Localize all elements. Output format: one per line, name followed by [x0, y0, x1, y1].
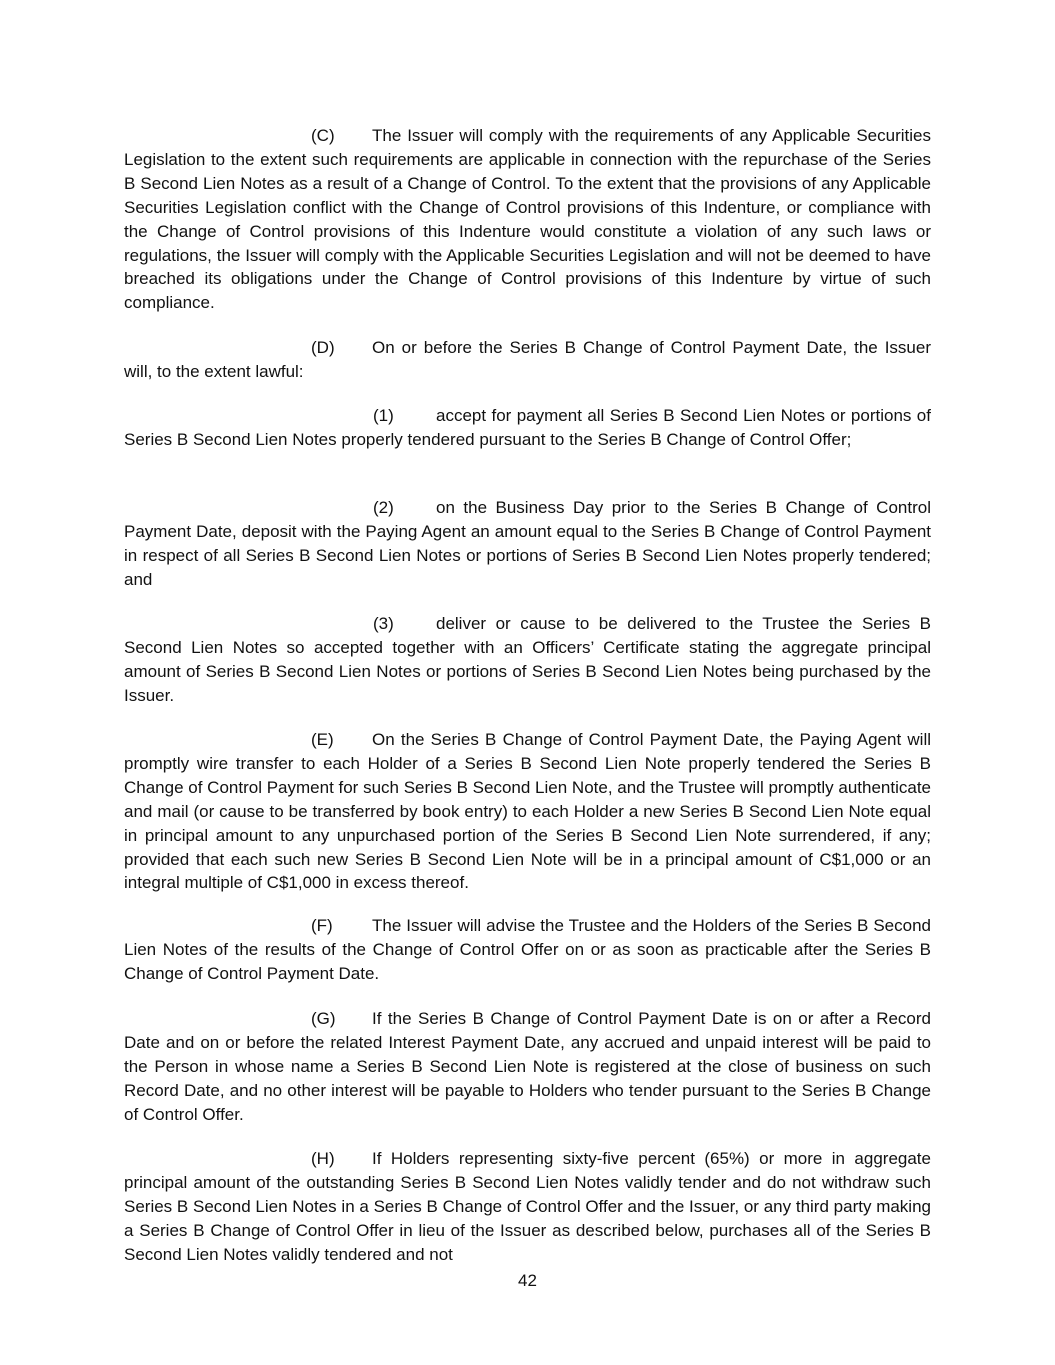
paragraph-g	[124, 1007, 931, 1127]
paragraph-d1	[124, 404, 931, 452]
paragraph-label: (C)	[311, 126, 335, 145]
paragraph-c	[124, 124, 931, 315]
paragraph-text: The Issuer will comply with the requirements of any Applicable Securities Legislation to the extent such requirements are applicable in connection with the repurchase of the Series B Second Lien Notes as a result of a Change of Control. To the extent that the provisions of any Applicable Securities Legislation conflict with the Change of Control provisions of this Indenture, or compliance with the Change of Control provisions of this Indenture would constitute a violation of any such laws or regulations, the Issuer will comply with the Applicable Securities Legislation and will not be deemed to have breached its obligations under the Change of Control provisions of this Indenture by virtue of such compliance.	[124, 126, 931, 313]
paragraph-d3	[124, 612, 931, 708]
paragraph-text: If Holders representing sixty-five percent (65%) or more in aggregate principal amount of the outstanding Series B Second Lien Notes validly tender and do not withdraw such Series B Second Lien Notes in a Series B Change of Control Offer and the Issuer, or any third party making a Series B Change of Control Offer in lieu of the Issuer as described below, purchases all of the Series B Second Lien Notes validly tendered and not	[124, 1149, 931, 1264]
paragraph-f	[124, 914, 931, 986]
paragraph-label: (F)	[311, 916, 333, 935]
paragraph-label: (3)	[373, 614, 394, 633]
paragraph-text: The Issuer will advise the Trustee and the Holders of the Series B Second Lien Notes of the results of the Change of Control Offer on or as soon as practicable after the Series B Change of Control Payment Date.	[124, 916, 931, 983]
page-number: 42	[518, 1271, 537, 1290]
paragraph-text: On the Series B Change of Control Payment Date, the Paying Agent will promptly wire transfer to each Holder of a Series B Second Lien Note properly tendered the Series B Change of Control Payment for such Series B Second Lien Note, and the Trustee will promptly authenticate and mail (or cause to be transferred by book entry) to each Holder a new Series B Second Lien Note equal in principal amount to any unpurchased portion of the Series B Second Lien Note surrendered, if any; provided that each such new Series B Second Lien Note will be in a principal amount of C$1,000 or an integral multiple of C$1,000 in excess thereof.	[124, 730, 932, 893]
paragraph-label: (G)	[311, 1009, 336, 1028]
paragraph-label: (2)	[373, 498, 394, 517]
paragraph-text: On or before the Series B Change of Control Payment Date, the Issuer will, to the extent lawful:	[124, 338, 931, 381]
paragraph-e	[124, 728, 931, 895]
paragraph-d	[124, 336, 931, 384]
paragraph-text: on the Business Day prior to the Series B Change of Control Payment Date, deposit with the Paying Agent an amount equal to the Series B Change of Control Payment in respect of all Series B Second Lien Notes or portions of Series B Second Lien Notes properly tendered; and	[124, 498, 931, 589]
paragraph-label: (D)	[311, 338, 335, 357]
paragraph-h	[124, 1147, 931, 1267]
paragraph-text: If the Series B Change of Control Payment Date is on or after a Record Date and on or before the related Interest Payment Date, any accrued and unpaid interest will be paid to the Person in whose name a Series B Second Lien Note is registered at the close of business on such Record Date, and no other interest will be payable to Holders who tender pursuant to the Series B Change of Control Offer.	[124, 1009, 931, 1124]
paragraph-d2	[124, 496, 931, 592]
paragraph-label: (H)	[311, 1149, 335, 1168]
paragraph-text: deliver or cause to be delivered to the Trustee the Series B Second Lien Notes so accepted together with an Officers’ Certificate stating the aggregate principal amount of Series B Second Lien Notes or portions of Series B Second Lien Notes being purchased by the Issuer.	[124, 614, 931, 705]
paragraph-label: (1)	[373, 406, 394, 425]
paragraph-text: accept for payment all Series B Second Lien Notes or portions of Series B Second Lien Notes properly tendered pursuant to the Series B Change of Control Offer;	[124, 406, 931, 449]
paragraph-label: (E)	[311, 730, 334, 749]
